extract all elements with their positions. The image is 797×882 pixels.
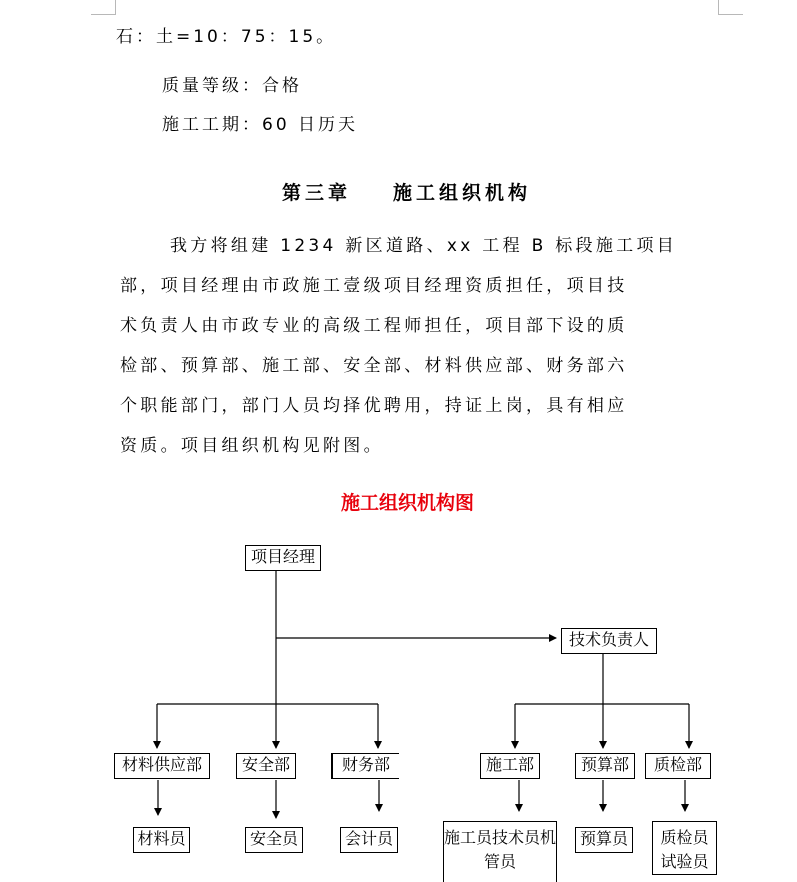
paragraph-line: 资质。项目组织机构见附图。	[120, 436, 384, 456]
org-node-tech-lead: 技术负责人	[561, 628, 657, 654]
paragraph-line: 术负责人由市政专业的高级工程师担任，项目部下设的质	[120, 316, 628, 336]
org-node-accountant: 会计员	[340, 827, 398, 853]
org-chart-title: 施工组织机构图	[341, 492, 475, 514]
org-node-budget-officer: 预算员	[575, 827, 633, 853]
chapter-title: 施工组织机构	[393, 182, 532, 204]
paragraph-line: 部，项目经理由市政施工壹级项目经理资质担任，项目技	[120, 276, 628, 296]
org-node-material-clerk: 材料员	[133, 827, 190, 853]
chapter-number: 第三章	[282, 182, 352, 204]
org-node-project-manager: 项目经理	[245, 545, 321, 571]
paragraph-line: 检部、预算部、施工部、安全部、材料供应部、财务部六	[120, 356, 628, 376]
org-node-construction-dept: 施工部	[480, 753, 540, 779]
org-node-safety-officer: 安全员	[245, 827, 303, 853]
paragraph-line: 个职能部门，部门人员均择优聘用，持证上岗，具有相应	[120, 396, 628, 416]
quality-grade-line: 质量等级：合格	[162, 76, 302, 96]
org-node-safety-dept: 安全部	[236, 753, 296, 779]
paragraph-line: 我方将组建 1234 新区道路、xx 工程 B 标段施工项目	[170, 236, 678, 256]
construction-period-line: 施工工期：60 日历天	[162, 115, 359, 135]
org-node-materials-dept: 材料供应部	[114, 753, 210, 779]
org-node-site-staff: 施工员技术员机管员	[443, 821, 557, 882]
mix-ratio-line: 石：土=10：75：15。	[116, 27, 337, 47]
org-node-qc-inspector: 质检员试验员	[652, 821, 717, 875]
org-node-budget-dept: 预算部	[575, 753, 635, 779]
org-node-qc-dept: 质检部	[645, 753, 711, 779]
org-node-finance-dept: 财务部	[331, 753, 399, 779]
